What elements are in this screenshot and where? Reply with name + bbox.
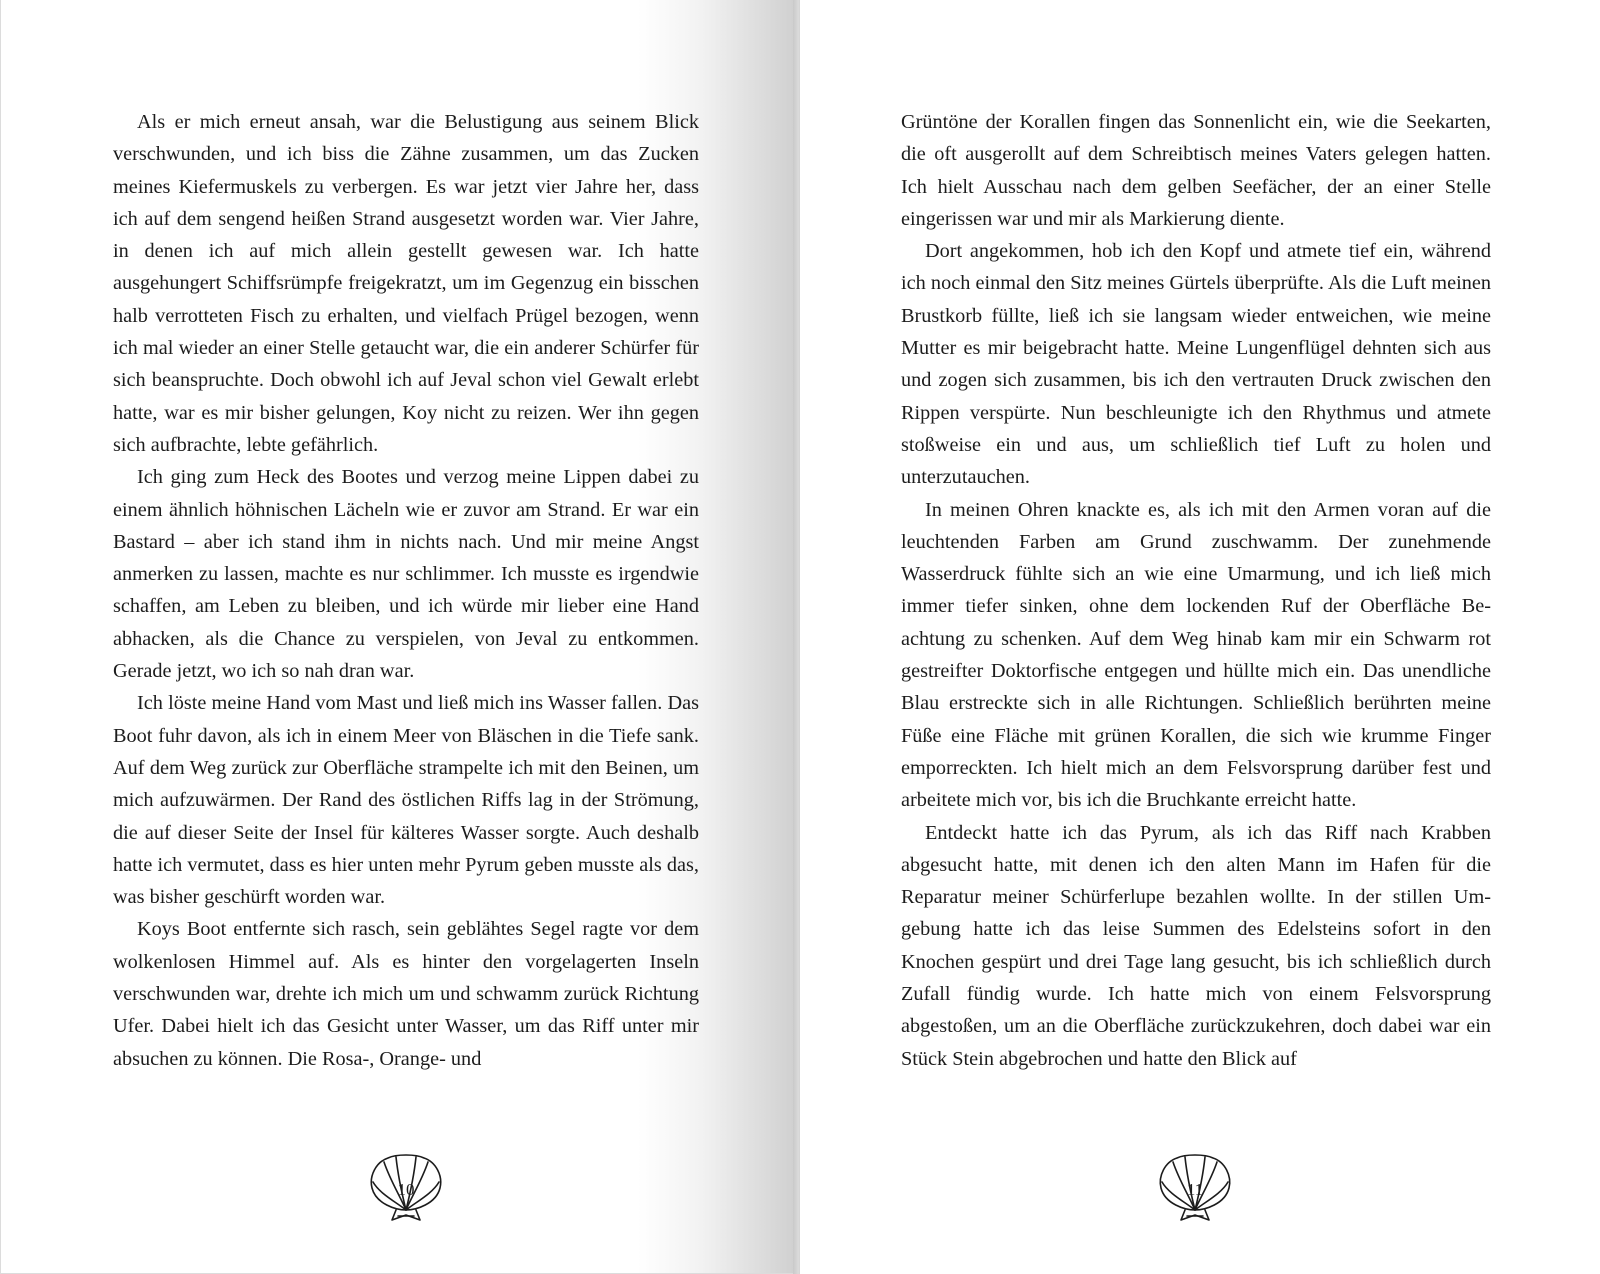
right-page-text <box>901 106 1491 1075</box>
paragraph: Koys Boot entfernte sich rasch, sein geblähtes Segel ragte vor dem wolkenlosen Himmel auf. Als es hinter den vorgelagerten Inseln verschwunden war, drehte ich mich um und schwamm zurück Richtung Ufer. Dabei hielt ich das Gesicht unter Wasser, um das Riff unter mir absuchen zu können. Die Rosa-, Orange- und <box>113 918 699 1070</box>
page-footer <box>1155 1150 1235 1224</box>
left-page-text <box>113 106 699 1075</box>
paragraph: Entdeckt hatte ich das Pyrum, als ich das Riff nach Krabben abgesucht hatte, mit denen ich den alten Mann im Hafen für die Reparatur meiner Schürferlupe bezahlen wollte. In der stillen Umgebung hatte ich das leise Summen des Edelsteins sofort in den Knochen gespürt und drei Tage lang gesucht, bis ich schließlich durch Zufall fündig wurde. Ich hatte mich von einem Felsvorsprung abgestoßen, um an die Oberfläche zurückzukehren, doch dabei war ein Stück Stein abgebrochen und hatte den Blick auf <box>901 821 1491 1070</box>
paragraph: Grüntöne der Korallen fingen das Sonnenlicht ein, wie die Seekarten, die oft ausgerollt auf dem Schreibtisch meines Vaters gelegen hatten. Ich hielt Ausschau nach dem gelben Seefächer, der an einer Stelle eingerissen war und mir als Markierung diente. <box>901 111 1491 230</box>
paragraph: In meinen Ohren knackte es, als ich mit den Armen voran auf die leuchtenden Farben am Grund zuschwamm. Der zunehmende Wasserdruck fühlte sich an wie eine Umarmung, und ich ließ mich immer tiefer sinken, ohne dem lockenden Ruf der Oberfläche Beachtung zu schenken. Auf dem Weg hinab kam mir ein Schwarm rot gestreifter Doktorfische entgegen und hüllte mich ein. Das unendliche Blau erstreckte sich in alle Richtungen. Schließlich berührten meine Füße eine Fläche mit grünen Korallen, die sich wie krumme Finger emporreckten. Ich hielt mich an dem Felsvorsprung darüber fest und arbeitete mich vor, bis ich die Bruchkante erreicht hatte. <box>901 498 1491 812</box>
page-number: 10 <box>397 1180 415 1199</box>
paragraph: Ich ging zum Heck des Bootes und verzog meine Lippen dabei zu einem ähnlich höhnischen Lächeln wie er zuvor am Strand. Er war ein Bastard – aber ich stand ihm in nichts nach. Und mir meine Angst anmerken zu lassen, machte es nur schlimmer. Ich musste es irgendwie schaffen, am Leben zu bleiben, und ich würde mir lieber eine Hand abhacken, als die Chance zu verspielen, von Jeval zu entkommen. Gerade jetzt, wo ich so nah dran war. <box>113 466 699 683</box>
right-page <box>799 0 1600 1274</box>
paragraph: Dort angekommen, hob ich den Kopf und atmete tief ein, während ich noch einmal den Sitz meines Gürtels überprüfte. Als die Luft meinen Brustkorb füllte, ließ ich sie langsam wieder entweichen, wie meine Mutter es mir beigebracht hatte. Meine Lungenflügel dehnten sich aus und zogen sich zusammen, bis ich den vertrauten Druck zwischen den Rippen verspürte. Nun beschleunigte ich den Rhythmus und atmete stoßweise ein und aus, um schließlich tief Luft zu holen und unterzutauchen. <box>901 240 1491 489</box>
paragraph: Als er mich erneut ansah, war die Belustigung aus seinem Blick verschwunden, und ich biss die Zähne zusammen, um das Zucken meines Kiefermuskels zu verbergen. Es war jetzt vier Jahre her, dass ich auf dem sengend heißen Strand ausgesetzt worden war. Vier Jahre, in denen ich auf mich allein gestellt gewesen war. Ich hatte ausgehungert Schiffsrümpfe freigekratzt, um im Gegenzug ein bisschen halb verrotteten Fisch zu erhalten, und vielfach Prügel bezogen, wenn ich mal wieder an einer Stelle getaucht war, die ein anderer Schürfer für sich beanspruchte. Doch obwohl ich auf Jeval schon viel Gewalt erlebt hatte, war es mir bisher gelungen, Koy nicht zu reizen. Wer ihn gegen sich aufbrachte, lebte gefährlich. <box>113 111 699 456</box>
page-number: 11 <box>1186 1180 1204 1199</box>
paragraph: Ich löste meine Hand vom Mast und ließ mich ins Wasser fallen. Das Boot fuhr davon, als ich in einem Meer von Bläschen in die Tiefe sank. Auf dem Weg zurück zur Oberfläche strampelte ich mit den Beinen, um mich aufzuwärmen. Der Rand des östlichen Riffs lag in der Strömung, die auf dieser Seite der Insel für kälteres Wasser sorgte. Auch deshalb hatte ich vermutet, dass es hier unten mehr Pyrum geben musste als das, was bisher geschürft worden war. <box>113 692 699 909</box>
left-page <box>0 0 797 1274</box>
page-footer <box>366 1150 446 1224</box>
